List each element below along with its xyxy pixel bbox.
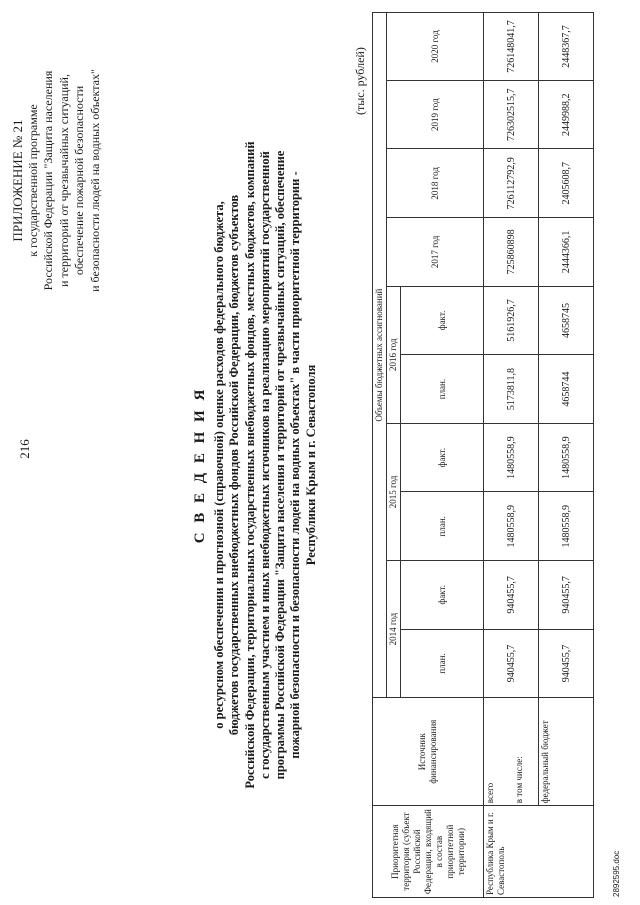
- value-cell: 2449988,2: [539, 80, 594, 149]
- header-volumes: Объемы бюджетных ассигнований: [373, 13, 387, 698]
- value-cell: 940455,7: [539, 561, 594, 630]
- source-cell: [484, 698, 539, 806]
- appendix-block: [10, 8, 103, 353]
- value-cell: 5161926,7: [484, 286, 539, 355]
- header-year-2017: 2017 год: [387, 218, 484, 287]
- header-year-2016: 2016 год: [387, 286, 401, 423]
- appendix-line: и территорий от чрезвычайных ситуаций,: [56, 74, 71, 287]
- subtitle-line: Российской Федерации, территориальных государственных внебюджетных фондов, местных бюджетов, компаний: [242, 141, 257, 789]
- value-cell: 725860898: [484, 218, 539, 287]
- header-year-2018: 2018 год: [387, 149, 484, 218]
- subtitle-line: программы Российской Федерации "Защита населения и территорий от чрезвычайных ситуаций, обеспечение: [273, 150, 288, 780]
- value-cell: 2405608,7: [539, 149, 594, 218]
- value-cell: 2448367,7: [539, 13, 594, 81]
- appendix-heading: ПРИЛОЖЕНИЕ № 21: [10, 119, 25, 242]
- value-cell: 1480558,9: [484, 492, 539, 561]
- appendix-line: и безопасности людей на водных объектах": [87, 69, 102, 292]
- subtitle-line: с государственным участием и иных внебюджетных источников на реализацию мероприятий государственной: [257, 151, 272, 779]
- source-cell: федеральный бюджет: [539, 698, 594, 806]
- subtitle-line: пожарной безопасности и безопасности людей на водных объектах" в части приоритетной территории -: [288, 171, 303, 759]
- value-cell: 940455,7: [484, 629, 539, 698]
- subtitle-line: о ресурсном обеспечении и прогнозной (справочной) оценке расходов федерального бюджета,: [212, 201, 226, 729]
- header-plan: план.: [401, 492, 484, 561]
- value-cell: 726302515,7: [484, 80, 539, 149]
- header-fact: факт.: [401, 286, 484, 355]
- header-plan: план.: [401, 629, 484, 698]
- budget-table: [372, 12, 594, 898]
- value-cell: 2444366,1: [539, 218, 594, 287]
- value-cell: 726148041,7: [484, 13, 539, 81]
- header-year-2014: 2014 год: [387, 561, 401, 698]
- appendix-line: Российской Федерации "Защита населения: [41, 70, 55, 291]
- value-cell: 726112792,9: [484, 149, 539, 218]
- document-subtitle: [212, 65, 319, 865]
- value-cell: 5173811,8: [484, 355, 539, 424]
- appendix-line: обеспечение пожарной безопасности: [72, 85, 86, 276]
- value-cell: 1480558,9: [539, 492, 594, 561]
- header-year-2015: 2015 год: [387, 423, 401, 560]
- value-cell: 4658744: [539, 355, 594, 424]
- header-year-2019: 2019 год: [387, 80, 484, 149]
- file-number: 2892595.doc: [612, 850, 621, 897]
- value-cell: 1480558,9: [484, 423, 539, 492]
- header-source: Источник финансирования: [373, 698, 484, 806]
- header-year-2020: 2020 год: [387, 13, 484, 81]
- header-fact: факт.: [401, 561, 484, 630]
- table-row: [484, 13, 539, 898]
- subtitle-line: Республики Крым и г. Севастополя: [303, 364, 318, 566]
- header-plan: план.: [401, 355, 484, 424]
- header-territory: Приоритетная территория (субъект Российской Федерации, входящий в состав приоритетной территории): [373, 806, 484, 898]
- subtitle-line: бюджетов государственных внебюджетных фондов Российской Федерации, бюджетов субъектов: [227, 194, 242, 736]
- appendix-line: к государственной программе: [25, 104, 40, 257]
- value-cell: 1480558,9: [539, 423, 594, 492]
- document-title: С В Е Д Е Н И Я: [192, 386, 208, 544]
- page-number: 216: [17, 439, 32, 459]
- unit-label: (тыс. рублей): [353, 47, 367, 115]
- territory-cell: Республика Крым и г. Севастополь: [484, 806, 594, 898]
- value-cell: 940455,7: [484, 561, 539, 630]
- header-fact: факт.: [401, 423, 484, 492]
- value-cell: 940455,7: [539, 629, 594, 698]
- source-note: в том числе:: [514, 756, 524, 804]
- source-label: всего: [485, 782, 495, 804]
- table-row: [539, 13, 594, 898]
- value-cell: 4658745: [539, 286, 594, 355]
